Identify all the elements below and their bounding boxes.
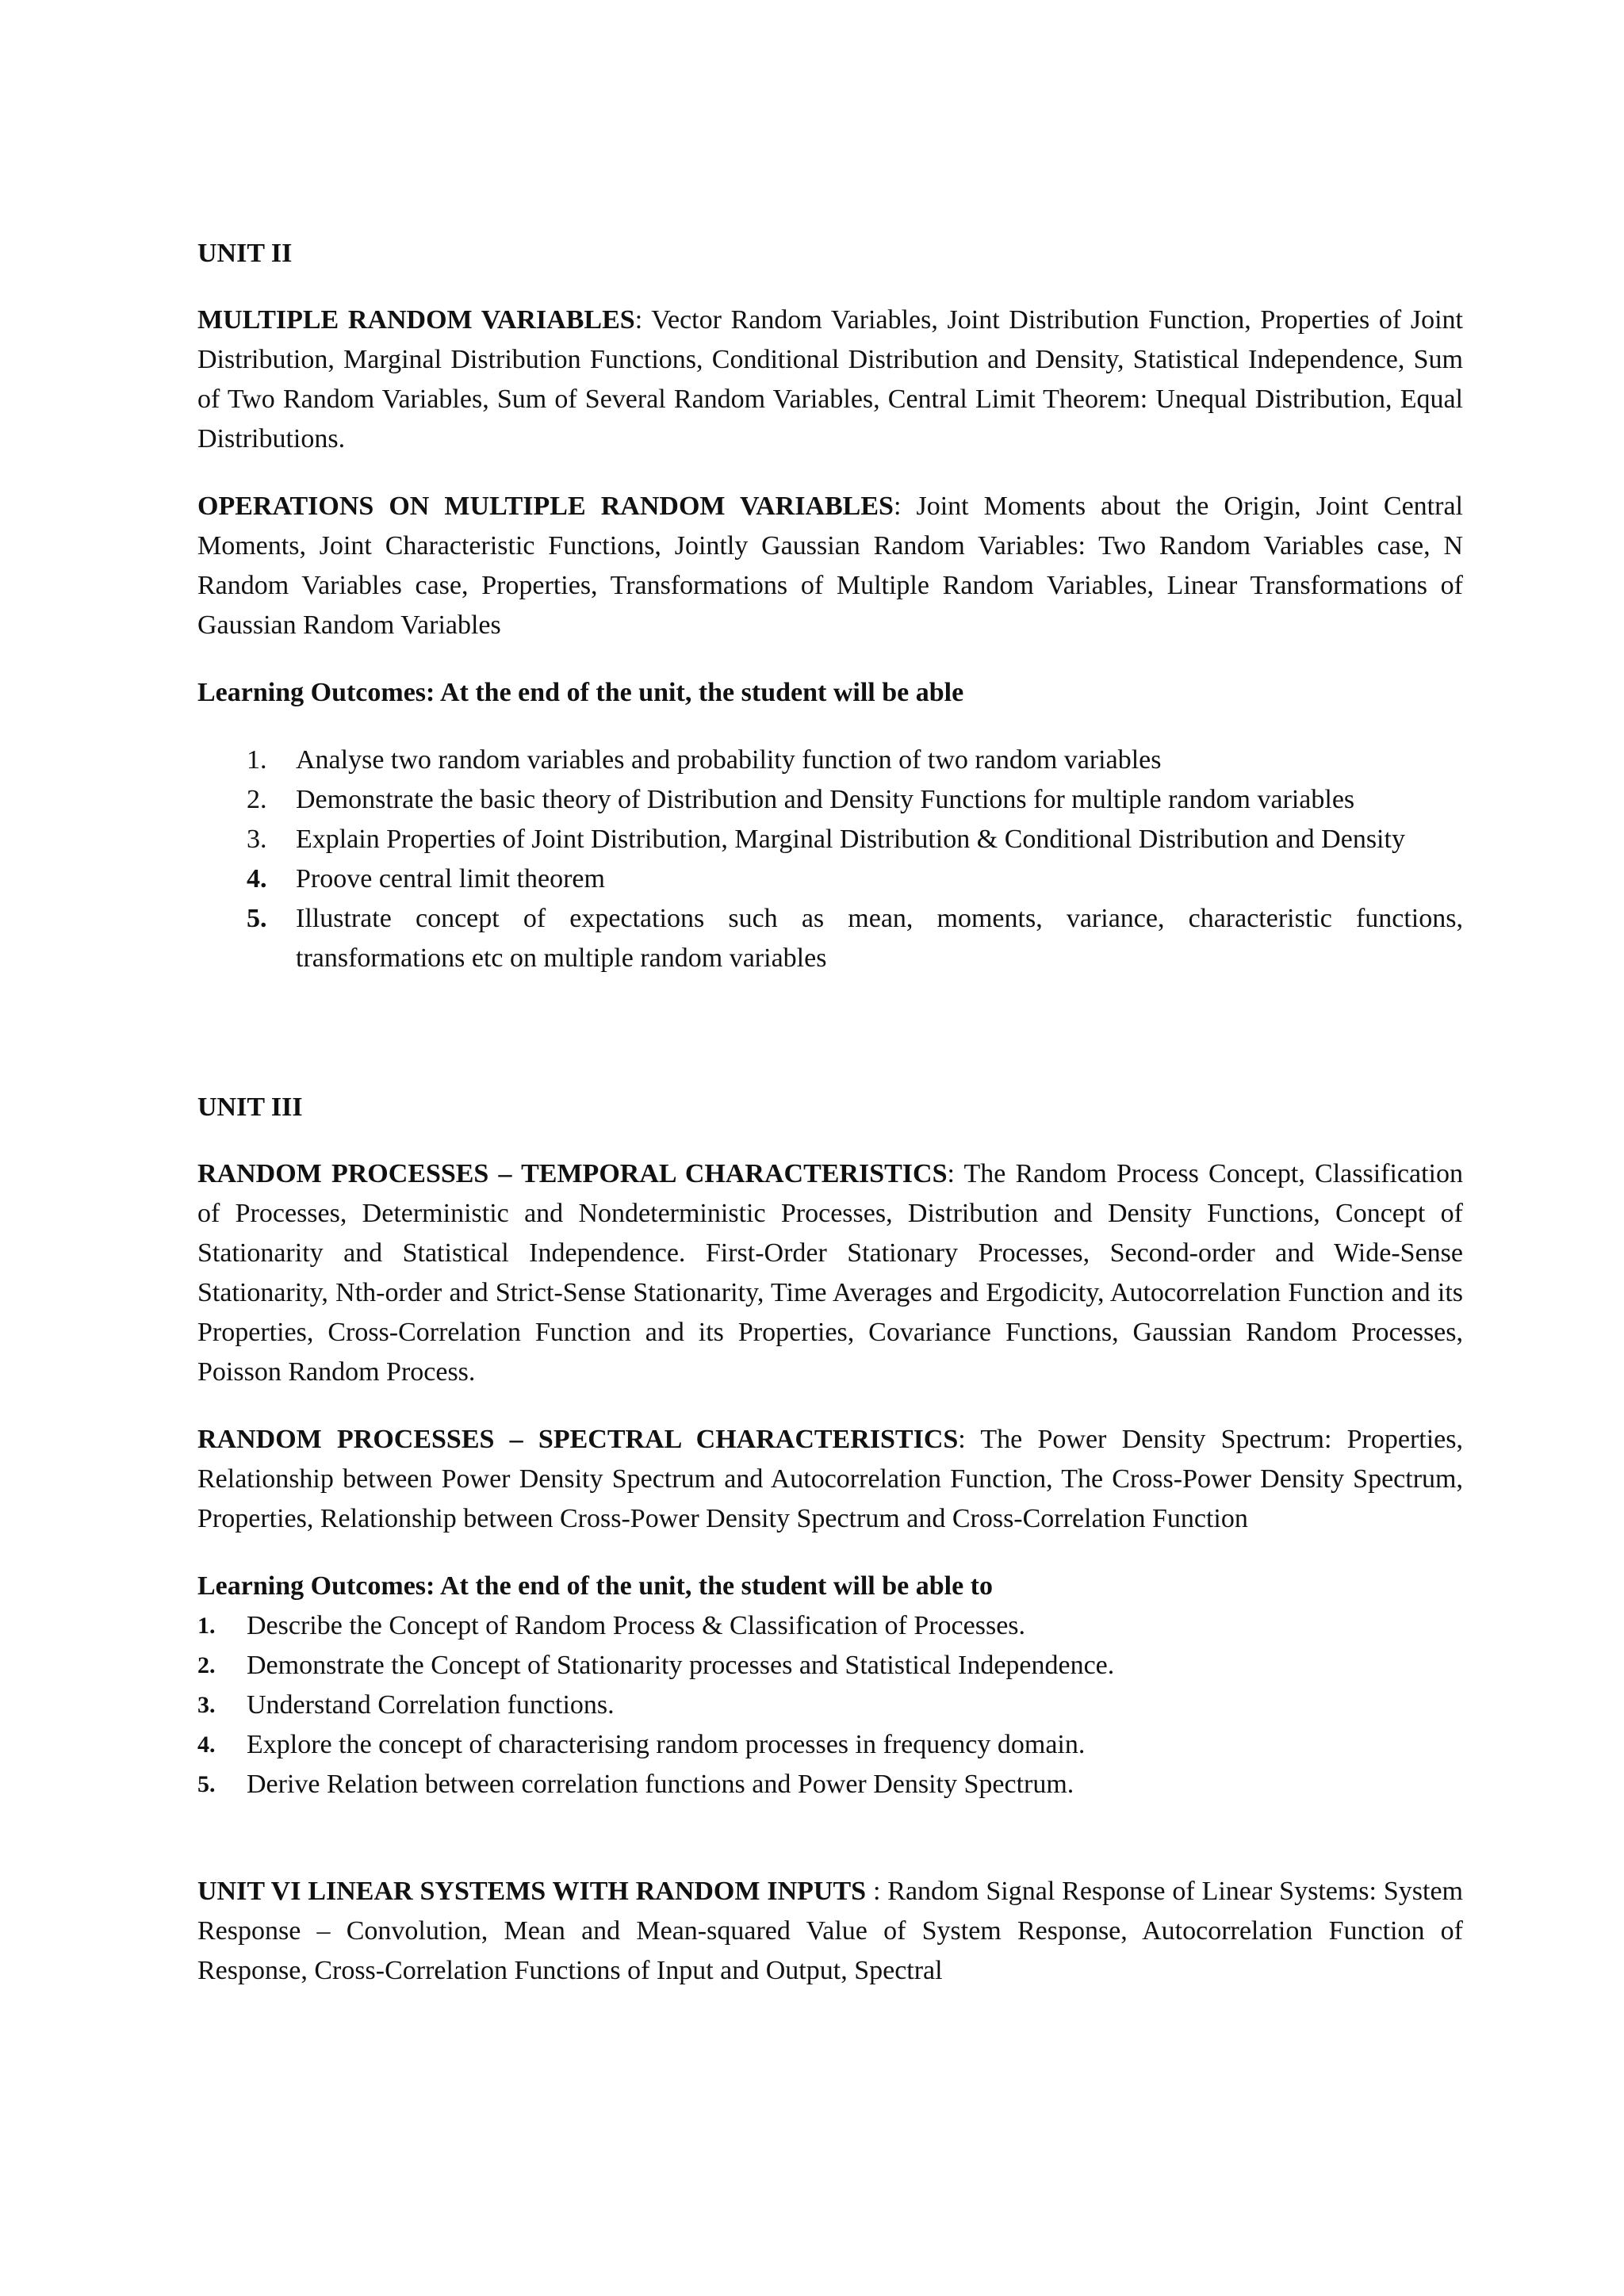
list-item-number: 5. xyxy=(197,1771,216,1797)
temporal-text: : The Random Process Concept, Classification of Processes, Deterministic and Nondeterministic Processes, Distribution and Density Functions, Concept of Stationarity and Statistical Independence. First-Order Stationary Processes, Second-order and Wide-Sense Stationarity, Nth-order and Strict-Sense Stationarity, Time Averages and Ergodicity, Autocorrelation Function and its Properties, Cross-Correlation Function and its Properties, Covariance Functions, Gaussian Random Processes, Poisson Random Process. xyxy=(197,1159,1463,1387)
list-item-number: 2. xyxy=(197,1652,216,1678)
list-item-text: Proove central limit theorem xyxy=(296,864,605,894)
list-item-text: Analyse two random variables and probability function of two random variables xyxy=(296,745,1162,775)
unit-6-title: UNIT VI LINEAR SYSTEMS WITH RANDOM INPUTS xyxy=(197,1877,867,1906)
spectral-text: : The Power Density Spectrum: Properties, Relationship between Power Density Spectrum and Autocorrelation Function, The Cross-Power Density Spectrum, Properties, Relationship between Cross-Power Density Spectrum and Cross-Correlation Function xyxy=(197,1425,1463,1533)
unit-3-outcomes-heading: Learning Outcomes: At the end of the unit, the student will be able to xyxy=(197,1571,993,1601)
list-item xyxy=(197,820,1463,859)
list-item xyxy=(197,780,1463,820)
unit-3-heading: UNIT III xyxy=(197,1093,303,1122)
unit-2-heading: UNIT II xyxy=(197,239,293,268)
list-item xyxy=(197,1765,1463,1804)
list-item-text: Explain Properties of Joint Distribution, Marginal Distribution & Conditional Distribution and Density xyxy=(296,825,1405,854)
list-item xyxy=(197,899,1463,978)
list-item-number: 3. xyxy=(197,1692,216,1718)
list-item xyxy=(197,1725,1463,1765)
list-item-number: 2. xyxy=(247,785,267,814)
list-item-number: 4. xyxy=(247,864,267,894)
list-item xyxy=(197,1686,1463,1725)
unit-6-text: : Random Signal Response of Linear Systems: System Response – Convolution, Mean and Mean-squared Value of System Response, Autocorrelation Function of Response, Cross-Correlation Functions of Input and Output, Spectral xyxy=(197,1877,1463,1985)
document-page xyxy=(197,234,1463,1991)
unit-6-paragraph xyxy=(197,1872,1463,1991)
list-item-text: Describe the Concept of Random Process & Classification of Processes. xyxy=(247,1611,1026,1640)
list-item xyxy=(197,1606,1463,1646)
list-item-text: Explore the concept of characterising random processes in frequency domain. xyxy=(247,1730,1086,1759)
operations-paragraph xyxy=(197,487,1463,645)
list-item-text: Demonstrate the basic theory of Distribution and Density Functions for multiple random variables xyxy=(296,785,1355,814)
multiple-random-variables-title: MULTIPLE RANDOM VARIABLES xyxy=(197,305,635,335)
unit-2-outcomes-list xyxy=(197,740,1463,978)
unit-3-outcomes-list xyxy=(197,1606,1463,1804)
spectral-title: RANDOM PROCESSES – SPECTRAL CHARACTERISTICS xyxy=(197,1425,959,1454)
operations-title: OPERATIONS ON MULTIPLE RANDOM VARIABLES xyxy=(197,492,894,521)
unit-2-outcomes-heading: Learning Outcomes: At the end of the unit, the student will be able xyxy=(197,678,964,707)
list-item-text: Demonstrate the Concept of Stationarity processes and Statistical Independence. xyxy=(247,1651,1115,1680)
operations-text: : Joint Moments about the Origin, Joint Central Moments, Joint Characteristic Functions, Jointly Gaussian Random Variables: Two Random Variables case, N Random Variables case, Properties, Transformations of Multiple Random Variables, Linear Transformations of Gaussian Random Variables xyxy=(197,492,1463,640)
temporal-title: RANDOM PROCESSES – TEMPORAL CHARACTERISTICS xyxy=(197,1159,948,1188)
temporal-paragraph xyxy=(197,1154,1463,1392)
list-item-number: 3. xyxy=(247,825,267,854)
list-item-number: 4. xyxy=(197,1732,216,1758)
list-item xyxy=(197,740,1463,780)
list-item-number: 1. xyxy=(197,1613,216,1639)
list-item-number: 5. xyxy=(247,904,267,933)
list-item-number: 1. xyxy=(247,745,267,775)
list-item xyxy=(197,859,1463,899)
multiple-random-variables-text: : Vector Random Variables, Joint Distribution Function, Properties of Joint Distribution, Marginal Distribution Functions, Conditional Distribution and Density, Statistical Independence, Sum of Two Random Variables, Sum of Several Random Variables, Central Limit Theorem: Unequal Distribution, Equal Distributions. xyxy=(197,305,1463,453)
list-item xyxy=(197,1646,1463,1686)
list-item-text: Derive Relation between correlation functions and Power Density Spectrum. xyxy=(247,1770,1074,1799)
multiple-random-variables-paragraph xyxy=(197,300,1463,459)
list-item-text: Illustrate concept of expectations such as mean, moments, variance, characteristic functions, transformations etc on multiple random variables xyxy=(296,904,1463,973)
spectral-paragraph xyxy=(197,1420,1463,1539)
list-item-text: Understand Correlation functions. xyxy=(247,1690,615,1720)
